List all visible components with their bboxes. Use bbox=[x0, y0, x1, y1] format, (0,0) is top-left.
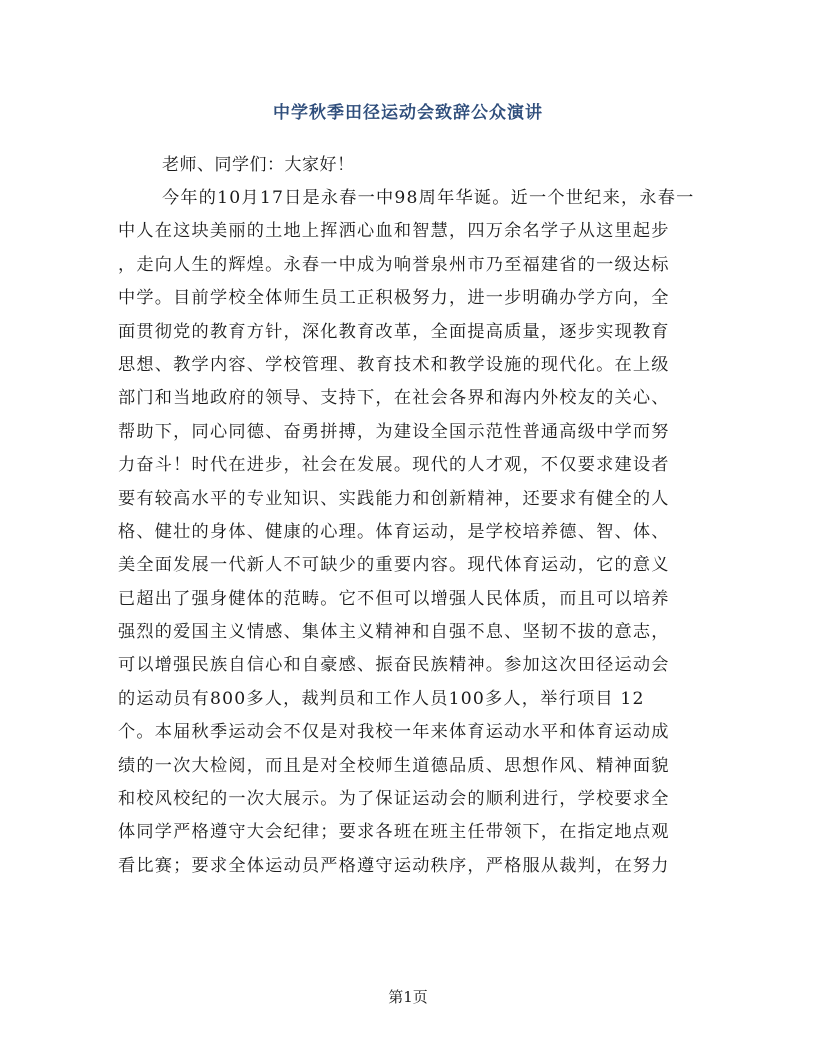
body-line: 和校风校纪的一次大展示。为了保证运动会的顺利进行，学校要求全 bbox=[118, 789, 670, 810]
body-line: 面贯彻党的教育方针，深化教育改革，全面提高质量，逐步实现教育 bbox=[118, 321, 670, 342]
body-line: 今年的10月17日是永春一中98周年华诞。近一个世纪来，永春一 bbox=[162, 188, 695, 208]
body-line: 个。本届秋季运动会不仅是对我校一年来体育运动水平和体育运动成 bbox=[118, 722, 670, 743]
body-line: 中学。目前学校全体师生员工正积极努力，进一步明确办学方向，全 bbox=[118, 288, 670, 309]
body-line: 体同学严格遵守大会纪律；要求各班在班主任带领下，在指定地点观 bbox=[118, 822, 670, 843]
body-line: 已超出了强身健体的范畴。它不但可以增强人民体质，而且可以培养 bbox=[118, 588, 670, 609]
body-line: 可以增强民族自信心和自豪感、振奋民族精神。参加这次田径运动会 bbox=[118, 655, 670, 676]
body-line: 力奋斗！时代在进步，社会在发展。现代的人才观，不仅要求建设者 bbox=[118, 455, 670, 476]
body-line: 绩的一次大检阅，而且是对全校师生道德品质、思想作风、精神面貌 bbox=[118, 755, 670, 776]
body-line: 的运动员有800多人，裁判员和工作人员100多人，举行项目 12 bbox=[118, 688, 645, 709]
body-paragraph bbox=[118, 182, 695, 883]
greeting-line: 老师、同学们：大家好！ bbox=[162, 155, 355, 175]
body-line: 格、健壮的身体、健康的心理。体育运动，是学校培养德、智、体、 bbox=[118, 521, 670, 542]
body-line: 强烈的爱国主义情感、集体主义精神和自强不息、坚韧不拔的意志， bbox=[118, 622, 670, 643]
body-line: 美全面发展一代新人不可缺少的重要内容。现代体育运动，它的意义 bbox=[118, 555, 670, 576]
document-title: 中学秋季田径运动会致辞公众演讲 bbox=[273, 103, 543, 123]
body-line: 帮助下，同心同德、奋勇拼搏，为建设全国示范性普通高级中学而努 bbox=[118, 421, 670, 442]
page-number: 第1页 bbox=[388, 988, 428, 1006]
body-line: 思想、教学内容、学校管理、教育技术和教学设施的现代化。在上级 bbox=[118, 354, 670, 375]
body-line: 部门和当地政府的领导、支持下，在社会各界和海内外校友的关心、 bbox=[118, 388, 670, 409]
body-line: ，走向人生的辉煌。永春一中成为响誉泉州市乃至福建省的一级达标 bbox=[118, 254, 670, 275]
body-line: 要有较高水平的专业知识、实践能力和创新精神，还要求有健全的人 bbox=[118, 488, 670, 509]
body-line: 中人在这块美丽的土地上挥洒心血和智慧，四万余名学子从这里起步 bbox=[118, 221, 670, 242]
body-line: 看比赛；要求全体运动员严格遵守运动秩序，严格服从裁判，在努力 bbox=[118, 855, 670, 876]
